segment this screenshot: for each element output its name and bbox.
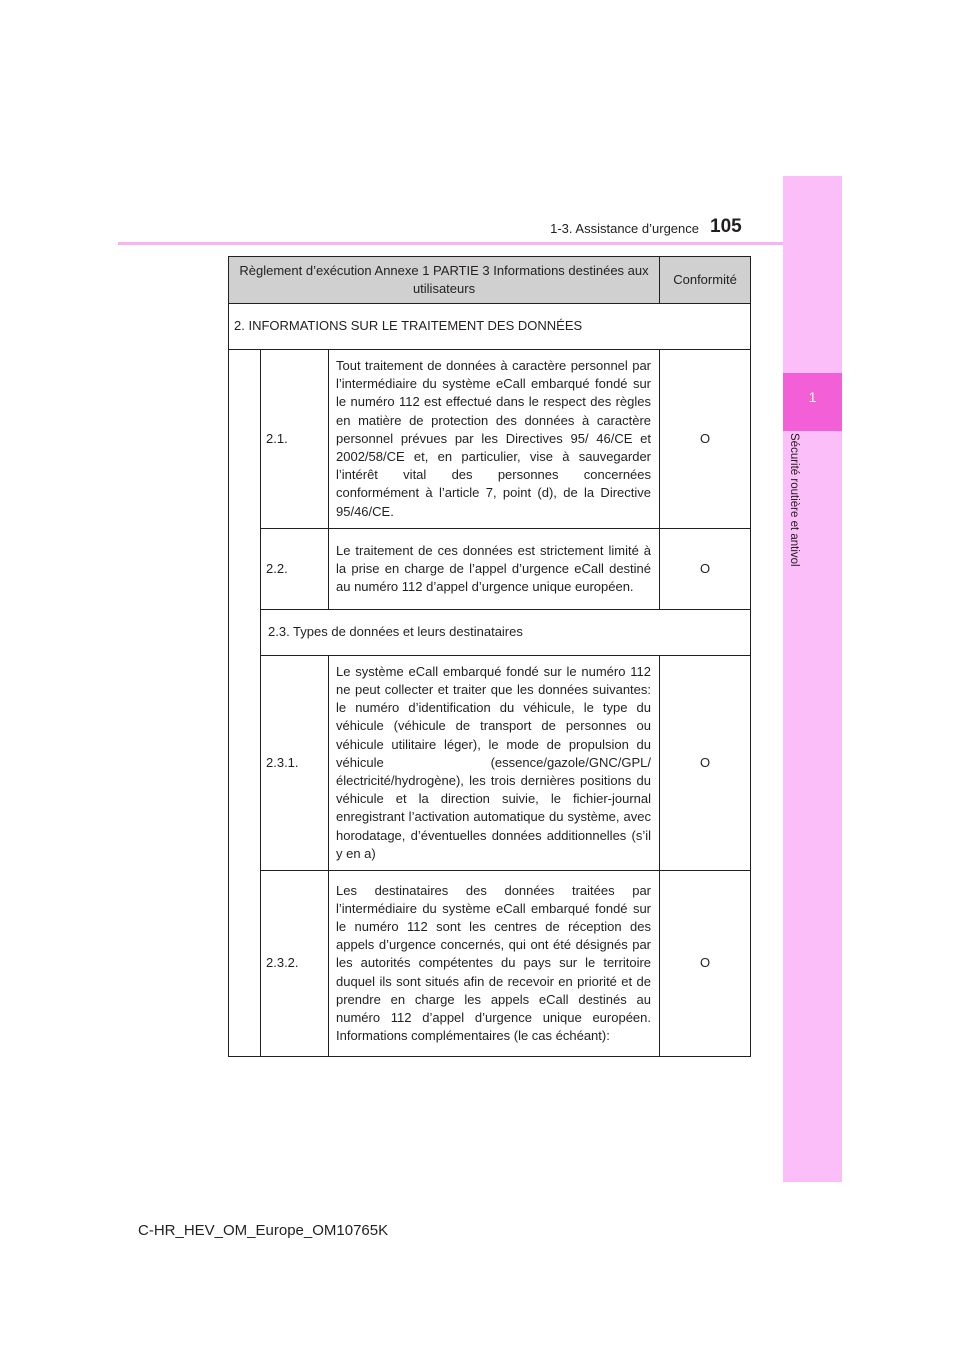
table-row	[229, 655, 751, 870]
table-header-row	[229, 257, 751, 304]
row-text: Le système eCall embarqué fondé sur le numéro 112 ne peut collecter et traiter que les données suivantes: le numéro d’identification du véhicule, le type du véhicule (véhicule de transport de personnes ou véhicule utilitaire léger), le mode de propulsion du véhicule (essence/gazole/GNC/GPL/ électricité/hydrogène), les trois dernières positions du véhicule et la direction suivie, le fichier-journal enregistrant l’activation automatique du système, avec horodatage, d’éventuelles données additionnelles (s’il y en a)	[329, 655, 660, 870]
row-number: 2.1.	[261, 350, 329, 529]
row-number: 2.3.1.	[261, 655, 329, 870]
table-header-main: Règlement d’exécution Annexe 1 PARTIE 3 Informations destinées aux utilisateurs	[229, 257, 660, 304]
section-heading: 2. INFORMATIONS SUR LE TRAITEMENT DES DONNÉES	[229, 304, 751, 350]
side-tab-chapter-number: 1	[808, 389, 817, 405]
row-conformity: O	[660, 871, 751, 1057]
subsection-heading: 2.3. Types de données et leurs destinataires	[261, 609, 751, 655]
row-number: 2.2.	[261, 528, 329, 609]
table-row	[229, 528, 751, 609]
side-tab-chapter-marker[interactable]	[783, 373, 842, 431]
row-text: Tout traitement de données à caractère personnel par l’intermédiaire du système eCall embarqué fondé sur le numéro 112 est effectué dans le respect des règles en matière de protection des données à caractère personnel prévues par les Directives 95/ 46/CE et 2002/58/CE et, en particulier, vise à sauvegarder l’intérêt vital des personnes concernées conformément à l’article 7, point (d), de la Directive 95/46/CE.	[329, 350, 660, 529]
side-tab-strip	[783, 176, 842, 1182]
header-divider	[118, 242, 783, 245]
table-subsection-row	[229, 609, 751, 655]
document-code: C-HR_HEV_OM_Europe_OM10765K	[138, 1222, 389, 1239]
row-text: Les destinataires des données traitées par l’intermédiaire du système eCall embarqué fondé sur le numéro 112 sont les centres de réception des appels d’urgence concernés, qui ont été désignés par les autorités compétentes du pays sur le territoire duquel ils sont situés afin de recevoir en priorité et de prendre en charge les appels eCall destinés au numéro 112 d’appel d’urgence unique européen. Informations complémentaires (le cas échéant):	[329, 871, 660, 1057]
table-row	[229, 871, 751, 1057]
regulation-table	[228, 256, 751, 1057]
page-number: 105	[710, 216, 742, 237]
side-tab-chapter-title-wrap	[783, 433, 805, 593]
row-conformity: O	[660, 528, 751, 609]
row-conformity: O	[660, 350, 751, 529]
row-text: Le traitement de ces données est strictement limité à la prise en charge de l’appel d’urgence eCall destiné au numéro 112 d’appel d’urgence unique européen.	[329, 528, 660, 609]
indent-cell	[229, 350, 261, 1057]
section-title: 1-3. Assistance d’urgence	[550, 221, 699, 236]
table-row	[229, 350, 751, 529]
row-number: 2.3.2.	[261, 871, 329, 1057]
table-header-conformity: Conformité	[660, 257, 751, 304]
side-tab-chapter-title: Sécurité routière et antivol	[788, 433, 800, 567]
table-section-row	[229, 304, 751, 350]
row-conformity: O	[660, 655, 751, 870]
